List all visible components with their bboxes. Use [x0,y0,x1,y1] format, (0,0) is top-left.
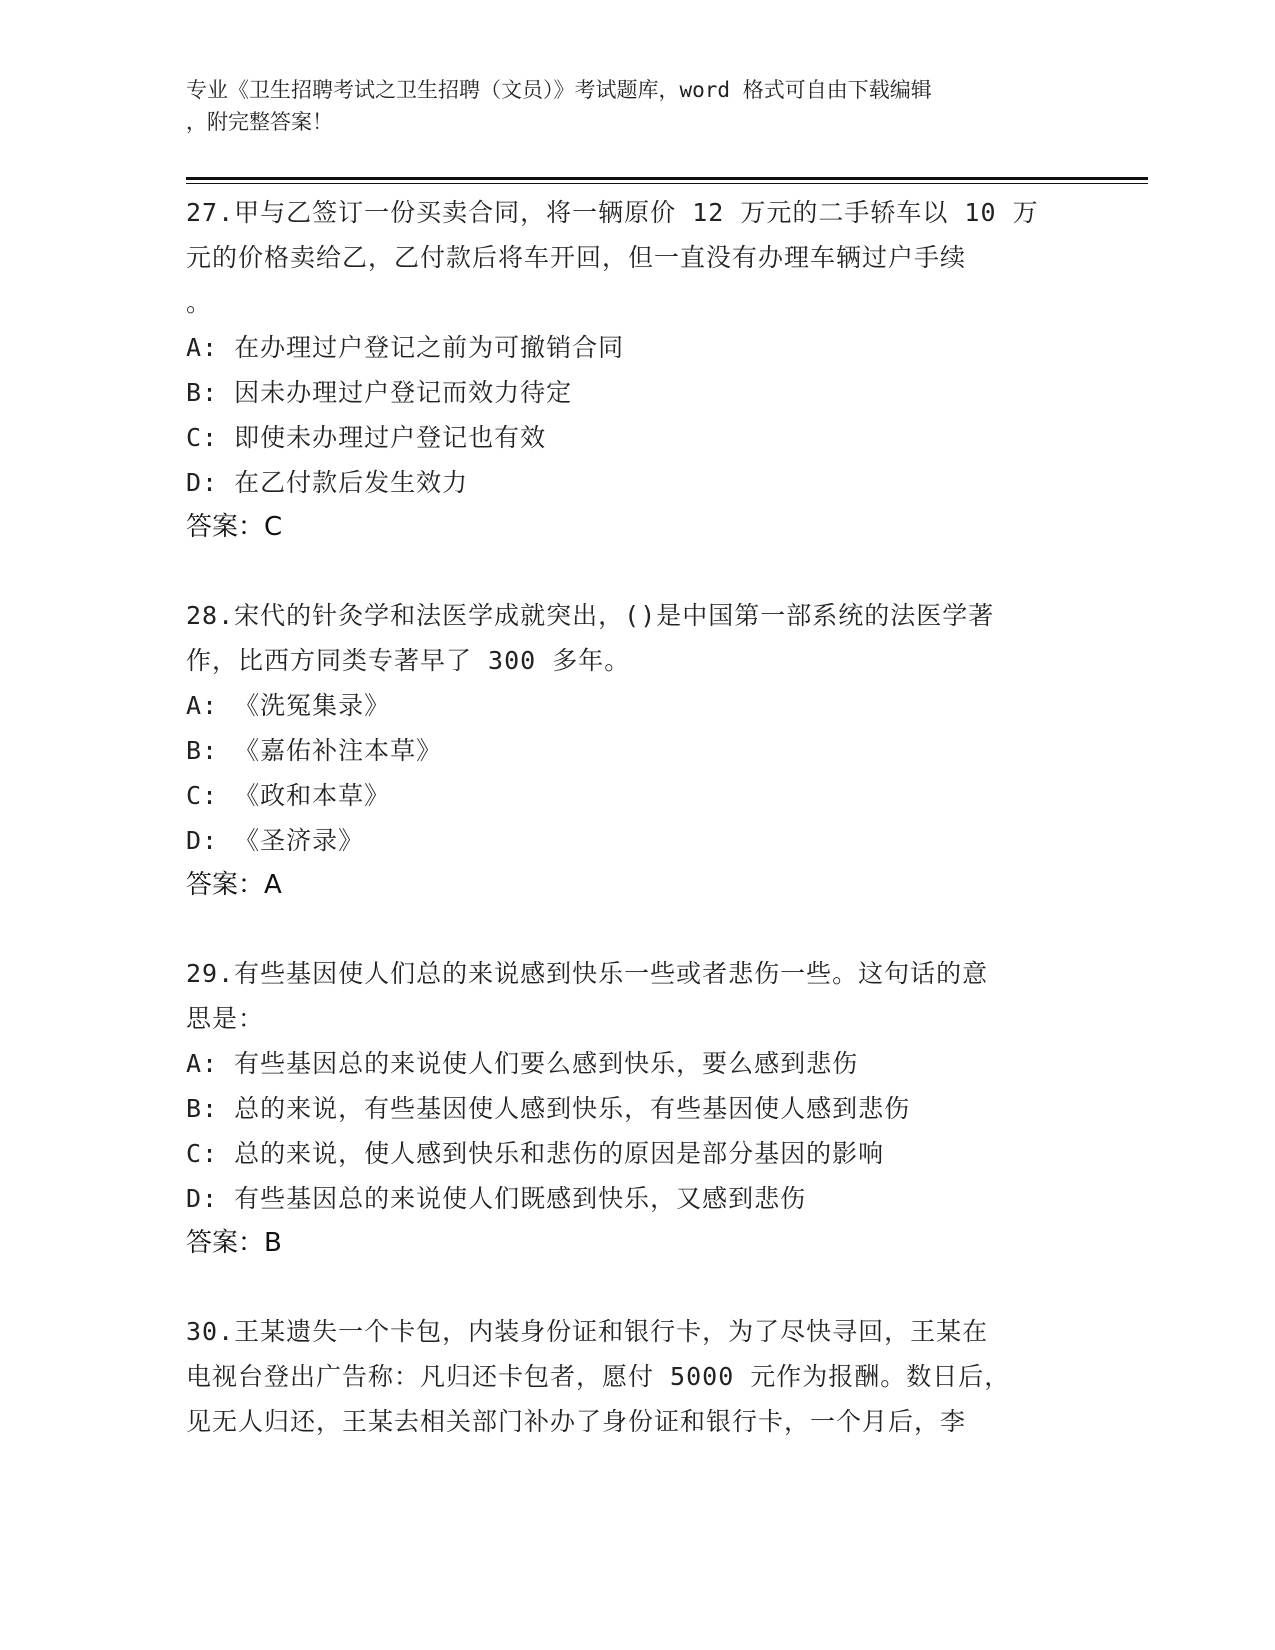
header-line-1: 专业《卫生招聘考试之卫生招聘（文员）》考试题库，word 格式可自由下载编辑 [186,78,932,102]
option-c: C: 即使未办理过户登记也有效 [186,423,547,452]
question-stem-line: 作，比西方同类专著早了 300 多年。 [186,646,631,675]
option-b: B: 《嘉佑补注本草》 [186,736,443,765]
question-29 [186,951,1076,1266]
question-stem-line: 27.甲与乙签订一份买卖合同，将一辆原价 12 万元的二手轿车以 10 万 [186,198,1039,227]
question-stem-line: 28.宋代的针灸学和法医学成就突出，()是中国第一部系统的法医学著 [186,601,995,630]
question-stem-line: 思是： [186,1004,265,1033]
option-a: A: 《洗冤集录》 [186,691,391,720]
question-list [186,190,1076,1487]
question-stem-line: 元的价格卖给乙，乙付款后将车开回，但一直没有办理车辆过户手续 [186,243,967,272]
option-d: D: 有些基因总的来说使人们既感到快乐，又感到悲伤 [186,1184,807,1213]
option-b: B: 总的来说，有些基因使人感到快乐，有些基因使人感到悲伤 [186,1094,911,1123]
answer-line: 答案：B [186,1228,282,1258]
option-c: C: 《政和本草》 [186,781,391,810]
question-27 [186,190,1076,550]
answer-line: 答案：A [186,870,282,900]
option-a: A: 有些基因总的来说使人们要么感到快乐，要么感到悲伤 [186,1049,859,1078]
header-divider-thin [186,183,1148,184]
option-d: D: 《圣济录》 [186,826,365,855]
question-stem-line: 30.王某遗失一个卡包，内装身份证和银行卡，为了尽快寻回，王某在 [186,1317,989,1346]
question-stem-line: 电视台登出广告称：凡归还卡包者，愿付 5000 元作为报酬。数日后， [186,1362,1011,1391]
header-divider-thick [186,177,1148,180]
question-stem-line: 29.有些基因使人们总的来说感到快乐一些或者悲伤一些。这句话的意 [186,959,989,988]
question-stem-line: 。 [186,288,213,317]
option-d: D: 在乙付款后发生效力 [186,468,469,497]
option-a: A: 在办理过户登记之前为可撤销合同 [186,333,625,362]
question-28 [186,593,1076,908]
option-b: B: 因未办理过户登记而效力待定 [186,378,573,407]
document-header [186,74,1066,138]
answer-line: 答案：C [186,512,283,542]
header-line-2: ，附完整答案！ [186,110,333,134]
question-30 [186,1309,1076,1444]
question-stem-line: 见无人归还，王某去相关部门补办了身份证和银行卡，一个月后，李 [186,1407,967,1436]
option-c: C: 总的来说，使人感到快乐和悲伤的原因是部分基因的影响 [186,1139,885,1168]
